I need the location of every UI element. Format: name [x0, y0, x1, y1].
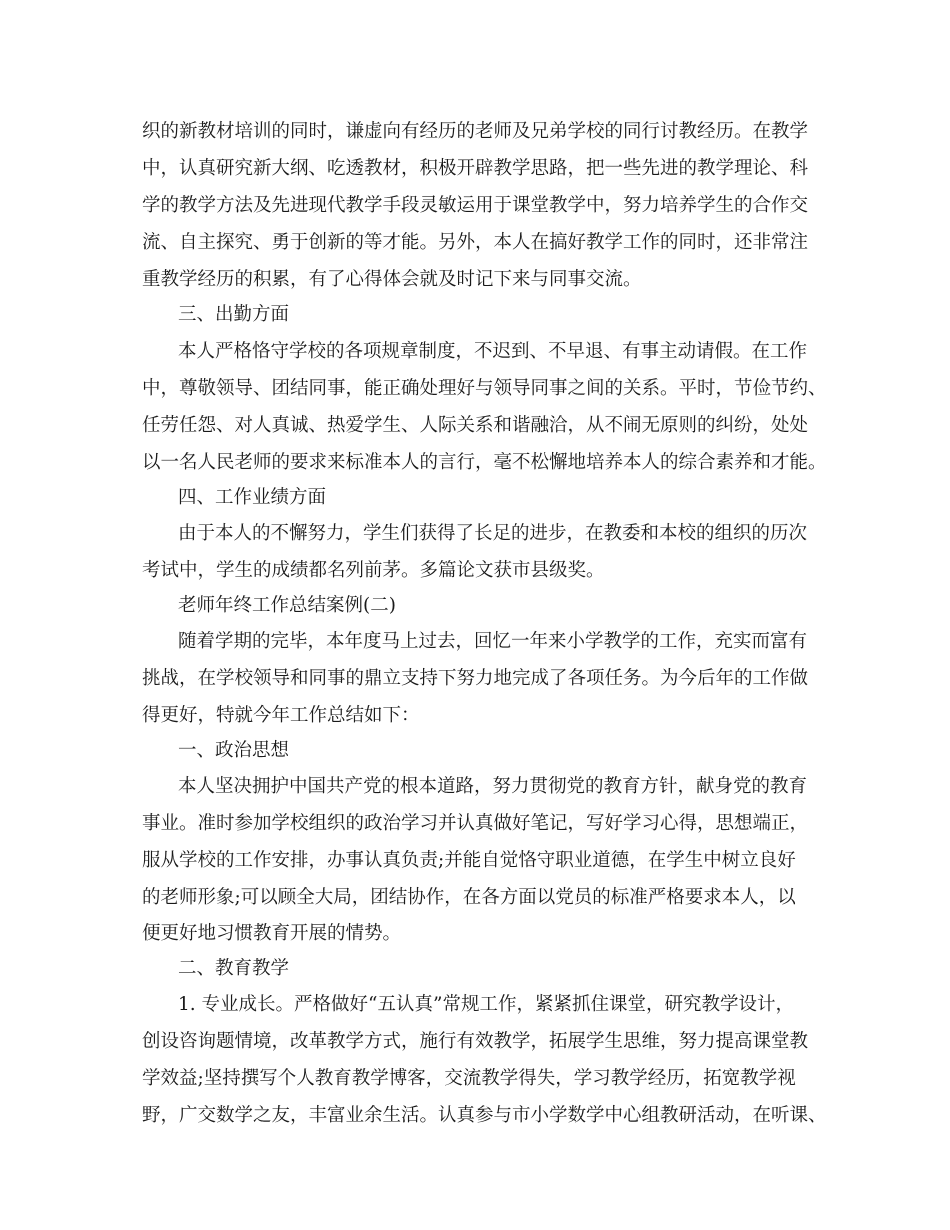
text-line: 本人坚决拥护中国共产党的根本道路，努力贯彻党的教育方针，献身党的教育 [178, 776, 808, 797]
text-line: 考试中，学生的成绩都名列前茅。多篇论文获市县级奖。 [142, 560, 605, 581]
text-line: 四、工作业绩方面 [178, 487, 327, 508]
text-line: 创设咨询题情境，改革教学方式，施行有效教学，拓展学生思维，努力提高课堂教 [142, 1031, 809, 1052]
text-line: 中，尊敬领导、团结同事，能正确处理好与领导同事之间的关系。平时，节俭节约、 [142, 378, 827, 399]
text-line: 便更好地习惯教育开展的情势。 [142, 923, 402, 944]
text-line: 任劳任怨、对人真诚、热爱学生、人际关系和谐融洽，从不闹无原则的纠纷，处处 [142, 415, 809, 436]
text-line: 学效益;坚持撰写个人教育教学博客，交流教学得失，学习教学经历，拓宽教学视 [142, 1068, 796, 1089]
text-line: 织的新教材培训的同时，谦虚向有经历的老师及兄弟学校的同行讨教经历。在教学 [142, 121, 809, 142]
text-line: 由于本人的不懈努力，学生们获得了长足的进步，在教委和本校的组织的历次 [178, 523, 808, 544]
text-line: 以一名人民老师的要求来标准本人的言行，毫不松懈地培养本人的综合素养和才能。 [142, 452, 827, 473]
text-line: 老师年终工作总结案例(二) [178, 595, 396, 616]
text-line: 流、自主探究、勇于创新的等才能。另外，本人在搞好教学工作的同时，还非常注 [142, 232, 809, 253]
text-line: 挑战，在学校领导和同事的鼎立支持下努力地完成了各项任务。为今后年的工作做 [142, 668, 809, 689]
text-line: 的老师形象;可以顾全大局，团结协作，在各方面以党员的标准严格要求本人，以 [142, 887, 796, 908]
text-line: 得更好，特就今年工作总结如下： [142, 705, 420, 726]
text-line: 三、出勤方面 [178, 304, 290, 325]
text-line: 二、教育教学 [178, 958, 290, 979]
text-line: 本人严格恪守学校的各项规章制度，不迟到、不早退、有事主动请假。在工作 [178, 341, 808, 362]
text-line: 一、政治思想 [178, 740, 290, 761]
text-line: 学的教学方法及先进现代教学手段灵敏运用于课堂教学中，努力培养学生的合作交 [142, 195, 809, 216]
text-line: 野，广交数学之友，丰富业余生活。认真参与市小学数学中心组教研活动，在听课、 [142, 1105, 827, 1126]
text-line: 1. 专业成长。严格做好“五认真”常规工作，紧紧抓住课堂，研究教学设计， [178, 994, 794, 1015]
text-line: 服从学校的工作安排，办事认真负责;并能自觉恪守职业道德，在学生中树立良好 [142, 850, 796, 871]
text-line: 随着学期的完毕，本年度马上过去，回忆一年来小学教学的工作，充实而富有 [178, 631, 808, 652]
text-line: 中，认真研究新大纲、吃透教材，积极开辟教学思路，把一些先进的教学理论、科 [142, 158, 809, 179]
text-line: 事业。准时参加学校组织的政治学习并认真做好笔记，写好学习心得，思想端正， [142, 813, 809, 834]
text-line: 重教学经历的积累，有了心得体会就及时记下来与同事交流。 [142, 269, 642, 290]
